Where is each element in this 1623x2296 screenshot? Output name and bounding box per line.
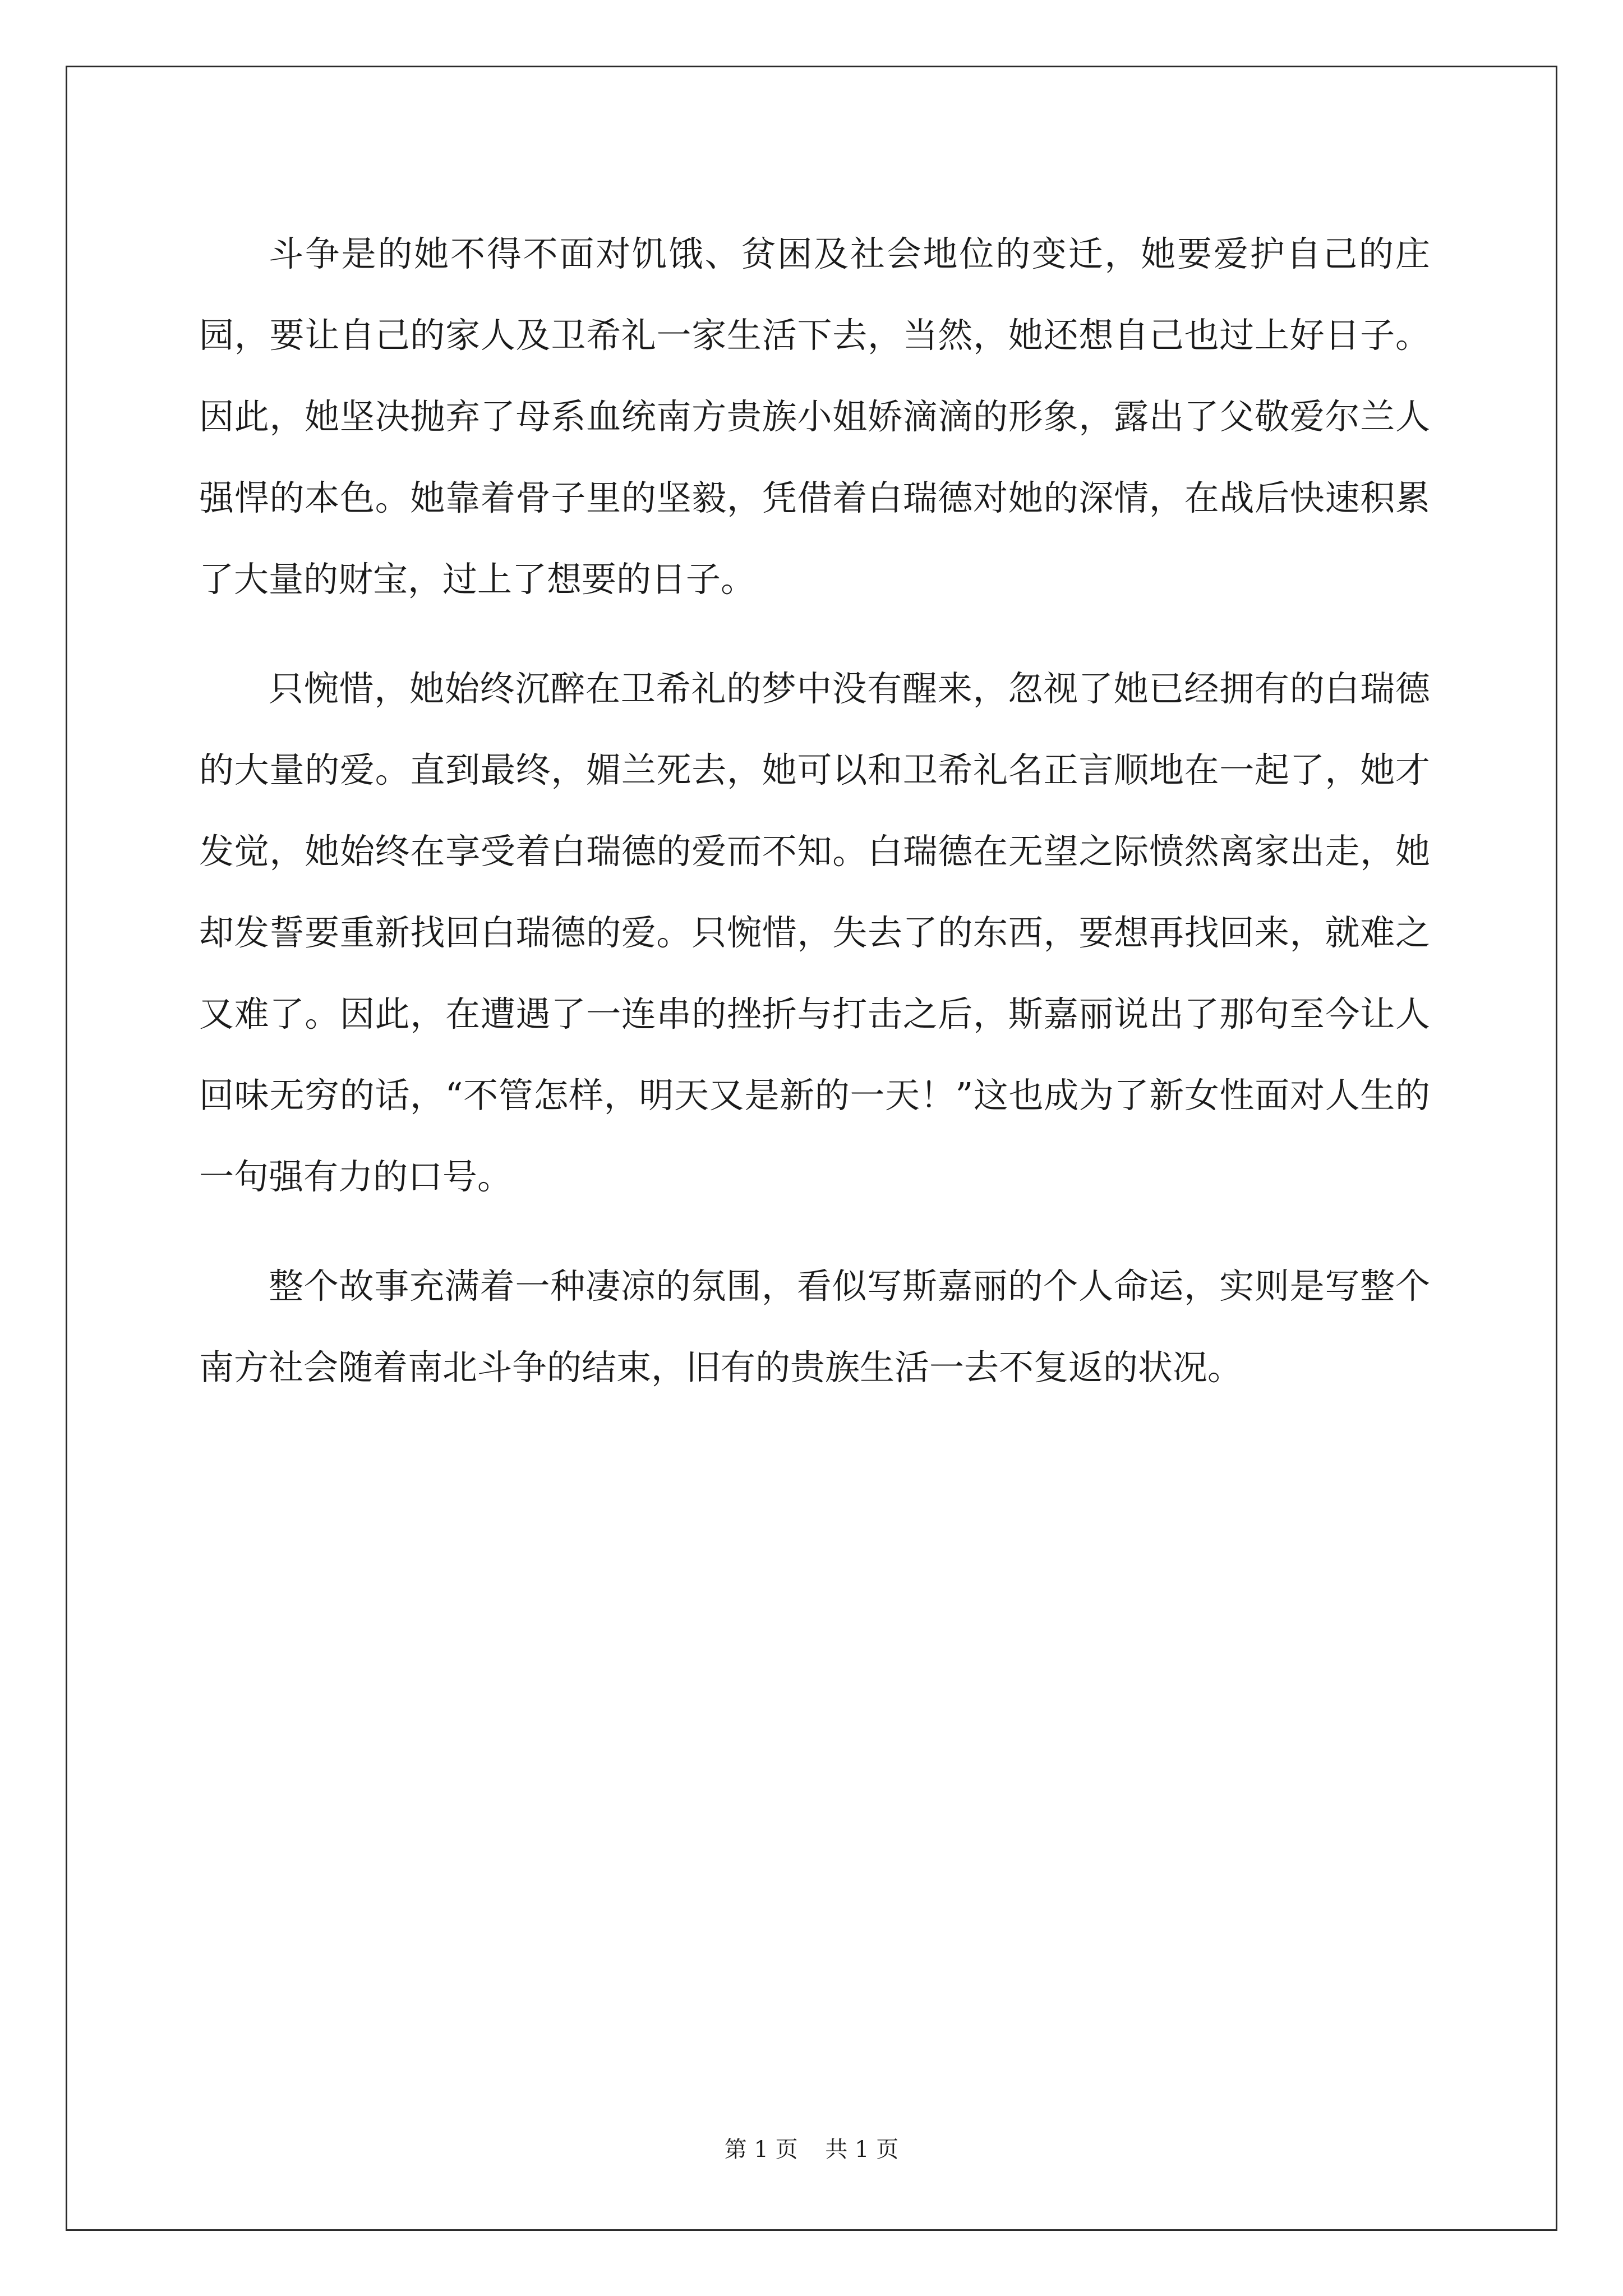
paragraph-2: 只惋惜，她始终沉醉在卫希礼的梦中没有醒来，忽视了她已经拥有的白瑞德的大量的爱。直到最终，媚兰死去，她可以和卫希礼名正言顺地在一起了，她才发觉，她始终在享受着白瑞德的爱而不知。白瑞德在无望之际愤然离家出走，她却发誓要重新找回白瑞德的爱。只惋惜，失去了的东西，要想再找回来，就难之又难了。因此，在遭遇了一连串的挫折与打击之后，斯嘉丽说出了那句至今让人回味无穷的话，“不管怎样，明天又是新的一天！”这也成为了新女性面对人生的一句强有力的口号。 [199, 668, 1430, 1197]
paragraph-1: 斗争是的她不得不面对饥饿、贫困及社会地位的变迁，她要爱护自己的庄园，要让自己的家人及卫希礼一家生活下去，当然，她还想自己也过上好日子。因此，她坚决抛弃了母系血统南方贵族小姐娇滴滴的形象，露出了父敬爱尔兰人强悍的本色。她靠着骨子里的坚毅，凭借着白瑞德对她的深情，在战后快速积累了大量的财宝，过上了想要的日子。 [199, 233, 1430, 600]
page-total: 共 1 页 [825, 2137, 899, 2162]
page-footer [0, 2132, 1623, 2164]
paragraph-3: 整个故事充满着一种凄凉的氛围，看似写斯嘉丽的个人命运，实则是写整个南方社会随着南北斗争的结束，旧有的贵族生活一去不复返的状况。 [199, 1266, 1430, 1388]
page-number: 第 1 页 [724, 2137, 798, 2162]
document-body [199, 213, 1430, 1436]
